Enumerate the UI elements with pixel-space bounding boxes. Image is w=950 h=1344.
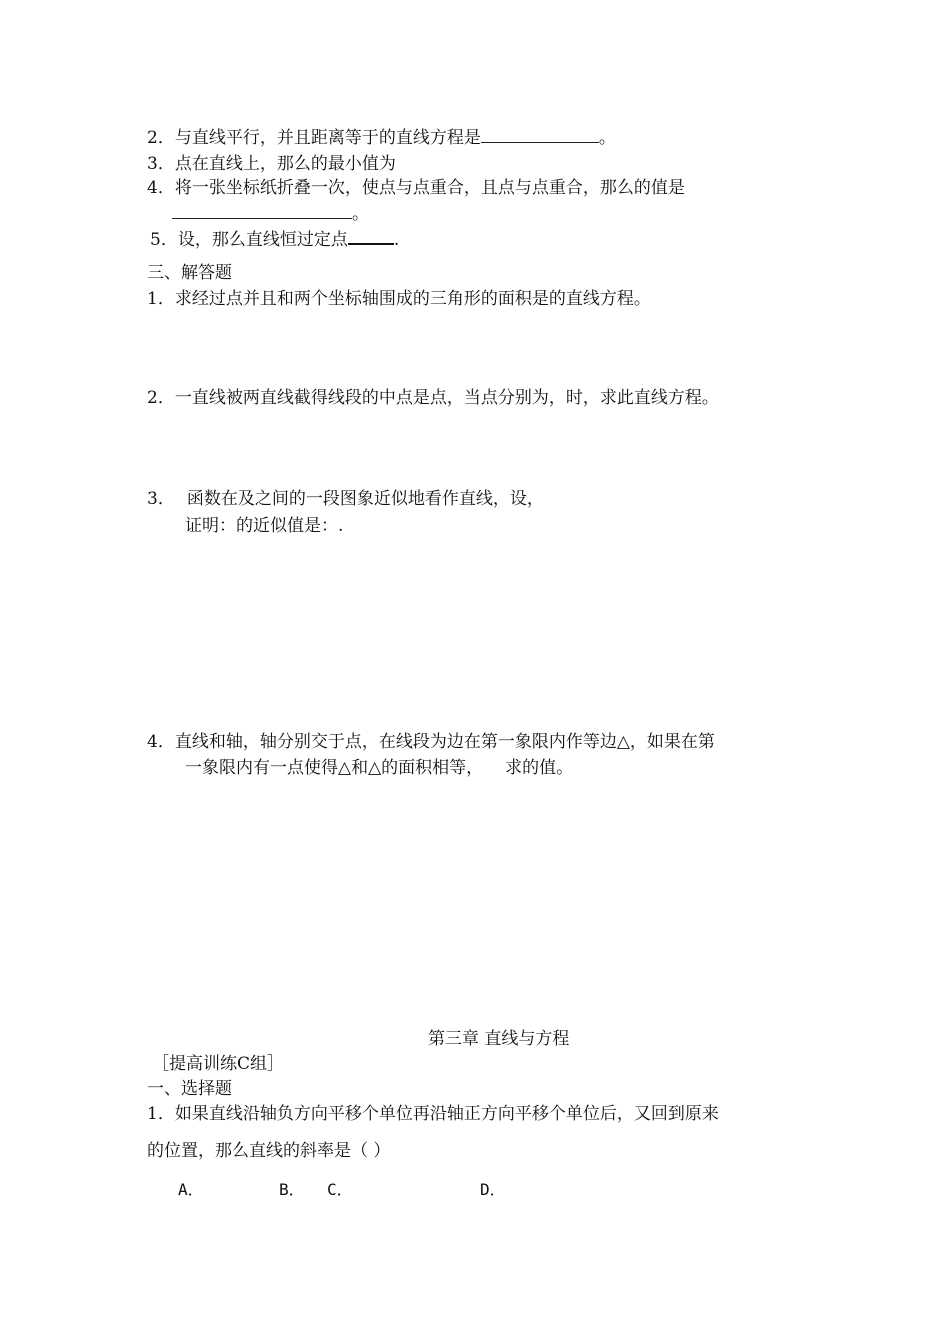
answer-blank[interactable] [481, 127, 599, 143]
answer-question-1 [147, 288, 651, 310]
question-end: 。 [598, 128, 616, 148]
option-d[interactable]: D． [480, 1180, 506, 1199]
question-text: 如果直线沿轴负方向平移个单位再沿轴正方向平移个单位后，又回到原来 [174, 1104, 719, 1124]
answer-question-2 [147, 387, 719, 409]
question-number: 1． [147, 289, 175, 309]
question-text: 直线和轴，轴分别交于点，在线段为边在第一象限内作等边△，如果在第 [174, 732, 715, 752]
question-number: 4． [147, 732, 175, 752]
choice-question-1 [147, 1103, 719, 1125]
fill-question-4 [147, 177, 685, 199]
question-number: 3． [147, 154, 175, 174]
fill-question-2 [147, 127, 616, 149]
question-end: 。 [352, 204, 369, 224]
question-text-tail: 求的值。 [505, 758, 574, 778]
question-number: 4． [147, 178, 175, 198]
question-text: 求经过点并且和两个坐标轴围成的三角形的面积是的直线方程。 [174, 289, 651, 309]
question-number: 3． [147, 489, 175, 509]
question-text: 与直线平行，并且距离等于的直线方程是 [174, 128, 481, 148]
question-text: 一象限内有一点使得△和△的面积相等， [185, 758, 484, 778]
question-number: 1． [147, 1104, 175, 1124]
option-a[interactable]: A． [178, 1180, 204, 1199]
fill-question-3 [147, 153, 396, 175]
question-text: 点在直线上，那么的最小值为 [174, 154, 396, 174]
section-heading-choice: 一、选择题 [147, 1079, 232, 1099]
answer-question-4-line2 [185, 757, 573, 779]
answer-question-3-line2: 证明：的近似值是：. [185, 516, 344, 536]
question-number: 2． [147, 388, 175, 408]
answer-question-4 [147, 731, 715, 753]
answer-blank[interactable] [172, 203, 352, 219]
choice-question-1-line2: 的位置，那么直线的斜率是（ ） [147, 1141, 391, 1161]
question-text: 函数在及之间的一段图象近似地看作直线，设， [186, 489, 544, 509]
fill-question-5 [150, 228, 399, 251]
question-end: . [393, 230, 400, 250]
question-text: 将一张坐标纸折叠一次，使点与点重合，且点与点重合，那么的值是 [174, 178, 685, 198]
answer-blank[interactable] [348, 228, 394, 245]
section-heading: 三、解答题 [147, 263, 232, 283]
question-number: 5． [150, 230, 178, 250]
option-b[interactable]: B． [279, 1180, 305, 1199]
question-text: 设，那么直线恒过定点 [177, 230, 348, 250]
fill-question-4-blank-line [172, 203, 369, 225]
question-text: 一直线被两直线截得线段的中点是点，当点分别为，时，求此直线方程。 [174, 388, 719, 408]
question-number: 2． [147, 128, 175, 148]
group-label: ［提高训练C组］ [152, 1054, 285, 1074]
option-c[interactable]: C． [327, 1180, 353, 1199]
answer-question-3 [147, 488, 544, 510]
chapter-title: 第三章 直线与方程 [428, 1029, 570, 1049]
